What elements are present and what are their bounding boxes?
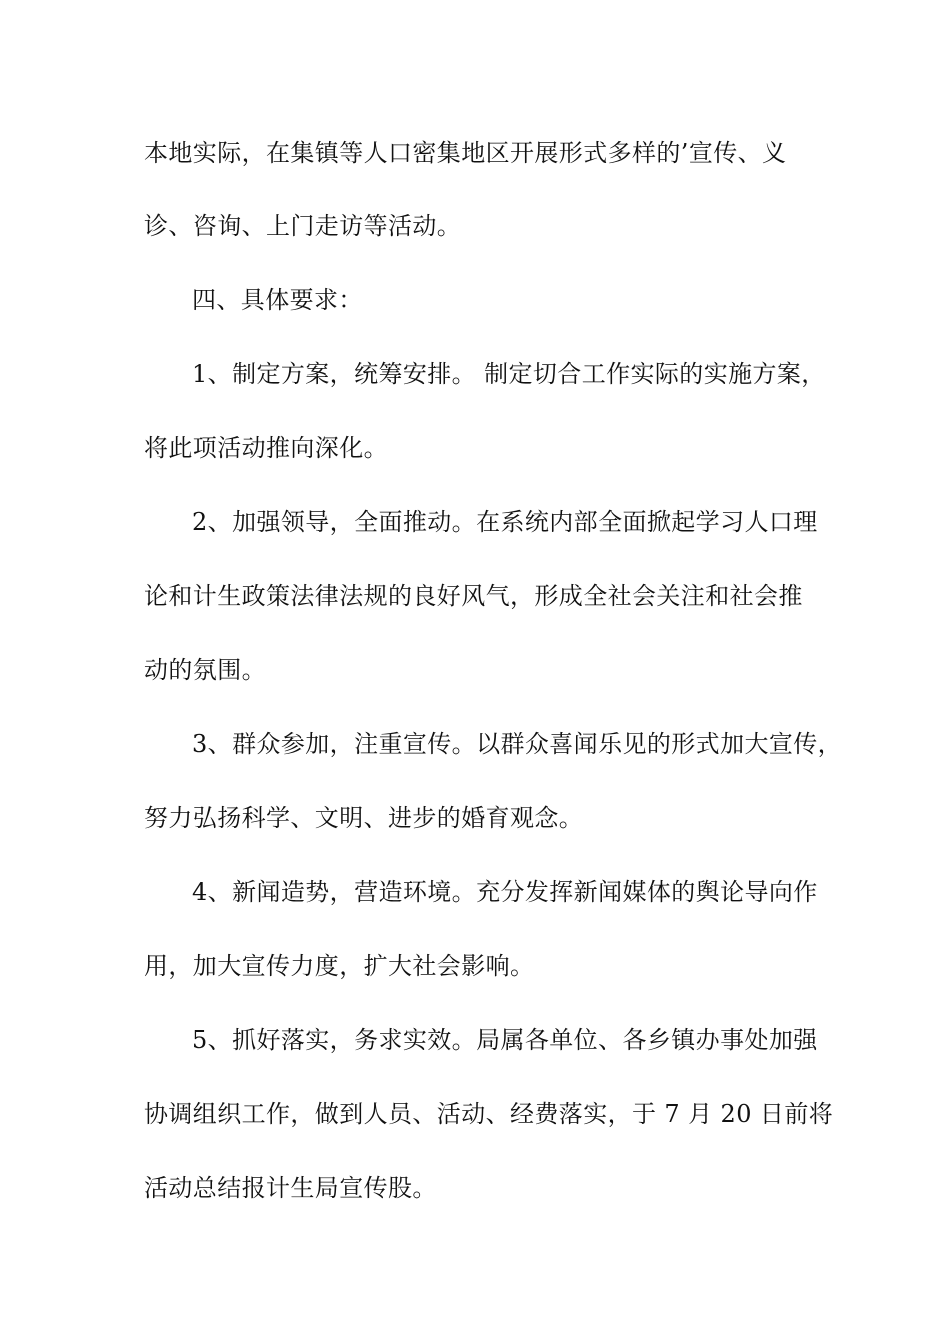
text-line: 5、抓好落实，务求实效。局属各单位、各乡镇办事处加强 [192, 1026, 818, 1054]
text-line: 论和计生政策法律法规的良好风气，形成全社会关注和社会推 [144, 582, 803, 610]
text-line: 用，加大宣传力度，扩大社会影响。 [144, 952, 535, 980]
text-line: 1、制定方案，统筹安排。 制定切合工作实际的实施方案， [192, 360, 826, 388]
text-line: 诊、咨询、上门走访等活动。 [144, 212, 462, 240]
text-line: 4、新闻造势，营造环境。充分发挥新闻媒体的舆论导向作 [192, 878, 818, 906]
text-line: 动的氛围。 [144, 656, 266, 684]
text-line: 2、加强领导，全面推动。在系统内部全面掀起学习人口理 [192, 508, 818, 536]
text-line: 努力弘扬科学、文明、进步的婚育观念。 [144, 804, 584, 832]
text-line: 本地实际，在集镇等人口密集地区开展形式多样的’宣传、义 [144, 139, 787, 167]
text-line: 活动总结报计生局宣传股。 [144, 1174, 437, 1202]
text-line: 3、群众参加，注重宣传。以群众喜闻乐见的形式加大宣传， [192, 730, 843, 758]
text-line: 将此项活动推向深化。 [144, 434, 388, 462]
text-line: 协调组织工作，做到人员、活动、经费落实，于 7 月 20 日前将 [144, 1100, 834, 1128]
section-heading: 四、具体要求： [192, 286, 363, 314]
